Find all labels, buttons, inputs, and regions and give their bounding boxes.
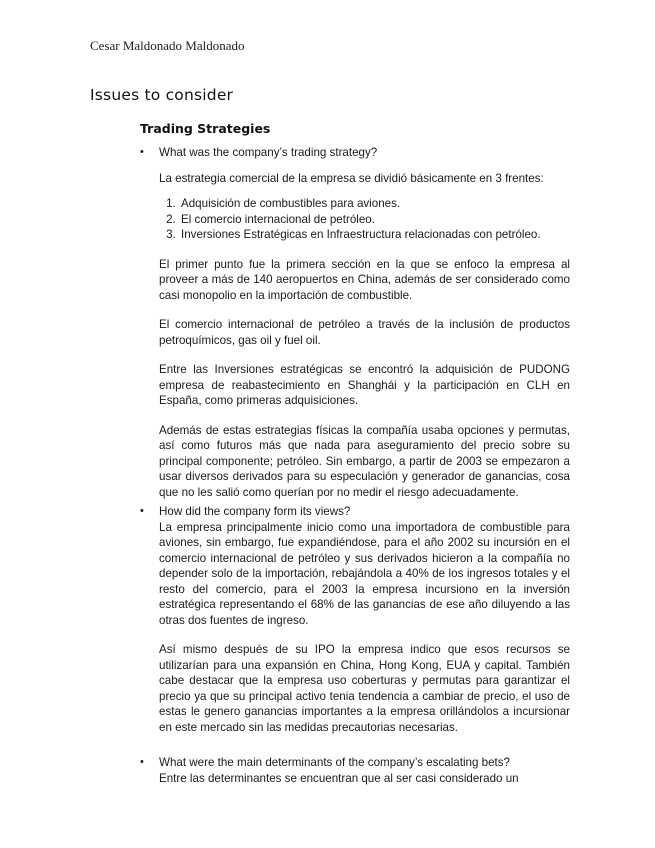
paragraph: Además de estas estrategias físicas la compañía usaba opciones y permutas, así como futuros más que nada para aseguramiento del precio sobre su principal componente; petróleo. Sin embargo, a partir de 2003 se empezaron a usar diversos derivados para su especulación y generador de ganancias, cosa que no les salió como querían por no medir el riesgo adecuadamente. [159,423,570,499]
question-3 [140,755,570,771]
document-body [140,145,570,786]
paragraph: El primer punto fue la primera sección en la que se enfoco la empresa al proveer a más de 140 aeropuertos en China, además de ser considerado como casi monopolio en la importación de combustible. [159,257,570,302]
list-item: 2. El comercio internacional de petróleo. [179,212,570,228]
paragraph: Entre las Inversiones estratégicas se encontró la adquisición de PUDONG empresa de reabastecimiento en Shanghái y la participación en CLH en España, como primeras adquisiciones. [159,363,570,407]
list-item: 1. Adquisición de combustibles para aviones. [179,196,570,212]
section-title: Issues to consider [90,86,234,104]
bullet-icon: • [140,505,144,517]
question-2-text: How did the company form its views? [159,505,351,518]
question-1 [140,145,570,161]
paragraph: El comercio internacional de petróleo a través de la inclusión de productos petroquímicos, gas oil y fuel oil. [159,318,570,347]
bullet-icon: • [140,146,144,158]
list-item: 3. Inversiones Estratégicas en Infraestructura relacionadas con petróleo. [179,227,570,243]
paragraph: Así mismo después de su IPO la empresa indico que esos recursos se utilizarían para una expansión en China, Hong Kong, EUA y capital. También cabe destacar que la empresa uso coberturas y permutas para garantizar el precio ya que su principal activo tenia tendencia a cambiar de precio, el uso de estas le genero ganancias importantes a la empresa orillándolos a incursionar en este mercado sin las medidas precautorias necesarias. [159,643,570,734]
bullet-icon: • [140,756,144,768]
paragraph: La empresa principalmente inicio como una importadora de combustible para aviones, sin embargo, fue expandiéndose, para el año 2002 su incursión en el comercio internacional de petróleo y sus derivados hicieron a la compañía no depender solo de la importación, rebajándola a 40% de los ingresos totales y el resto del comercio, para el 2003 la empresa incursiono en la inversión estratégica representando el 68% de las ganancias de ese año diluyendo a las otras dos fuentes de ingreso. [159,520,570,627]
strategy-list [140,196,570,243]
question-3-text: What were the main determinants of the company’s escalating bets? [159,756,511,769]
question-2 [140,504,570,520]
q1-intro: La estrategia comercial de la empresa se dividió básicamente en 3 frentes: [159,171,544,185]
section-subtitle: Trading Strategies [140,121,271,136]
question-1-text: What was the company’s trading strategy? [159,146,378,159]
author-header: Cesar Maldonado Maldonado [90,38,245,53]
paragraph: Entre las determinantes se encuentran que al ser casi considerado un [159,771,519,785]
